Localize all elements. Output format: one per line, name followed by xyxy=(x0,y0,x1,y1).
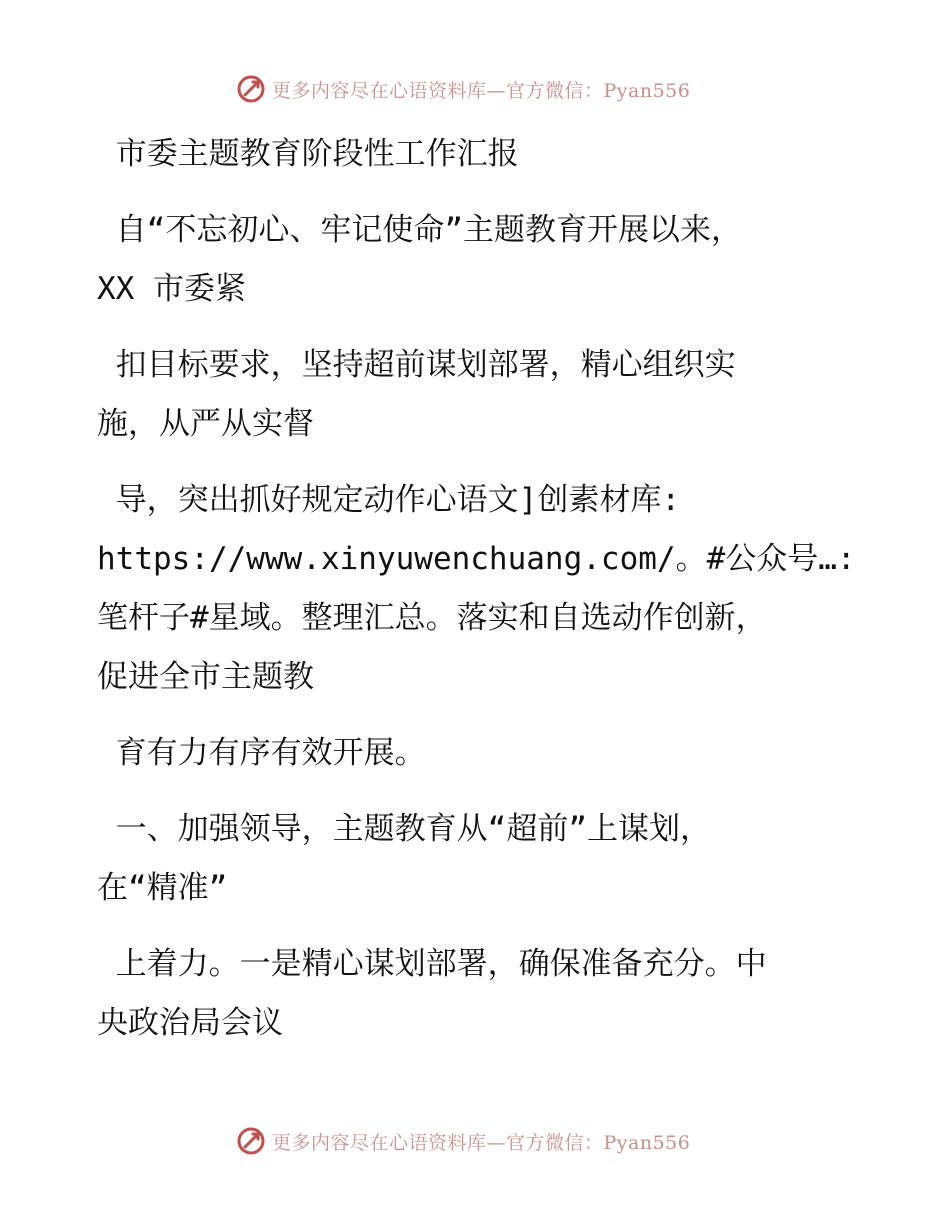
section-heading-line: 在“精准” xyxy=(97,870,228,906)
document-title: 市委主题教育阶段性工作汇报 xyxy=(97,136,519,172)
header-banner-text: 更多内容尽在心语资料库—官方微信：Pyan556 xyxy=(272,79,691,102)
paragraph-line: 上着力。一是精心谋划部署，确保准备充分。中 xyxy=(97,946,767,982)
paragraph-line: 导，突出抓好规定动作心语文]创素材库: xyxy=(97,482,680,518)
paragraph-line: 促进全市主题教 xyxy=(97,659,314,695)
section-heading-line: 一、加强领导，主题教育从“超前”上谋划， xyxy=(97,811,711,847)
paragraph-line: XX 市委紧 xyxy=(97,271,246,307)
document-body xyxy=(97,125,856,1053)
footer-banner-text: 更多内容尽在心语资料库—官方微信：Pyan556 xyxy=(272,1131,691,1154)
paragraph-line: 育有力有序有效开展。 xyxy=(97,735,426,771)
paragraph-line: 施，从严从实督 xyxy=(97,406,314,442)
paragraph-line: 自“不忘初心、牢记使命”主题教育开展以来， xyxy=(97,212,742,248)
footer-banner xyxy=(236,1124,690,1158)
paragraph-line: 笔杆子#星域。整理汇总。落实和自选动作创新， xyxy=(97,600,767,636)
paragraph-line: 扣目标要求，坚持超前谋划部署，精心组织实 xyxy=(97,347,736,383)
logo-icon xyxy=(236,1126,266,1156)
paragraph-line: https://www.xinyuwenchuang.com/。#公众号…: xyxy=(97,541,856,577)
header-banner xyxy=(236,72,690,106)
paragraph-line: 央政治局会议 xyxy=(97,1005,283,1041)
logo-icon xyxy=(236,74,266,104)
